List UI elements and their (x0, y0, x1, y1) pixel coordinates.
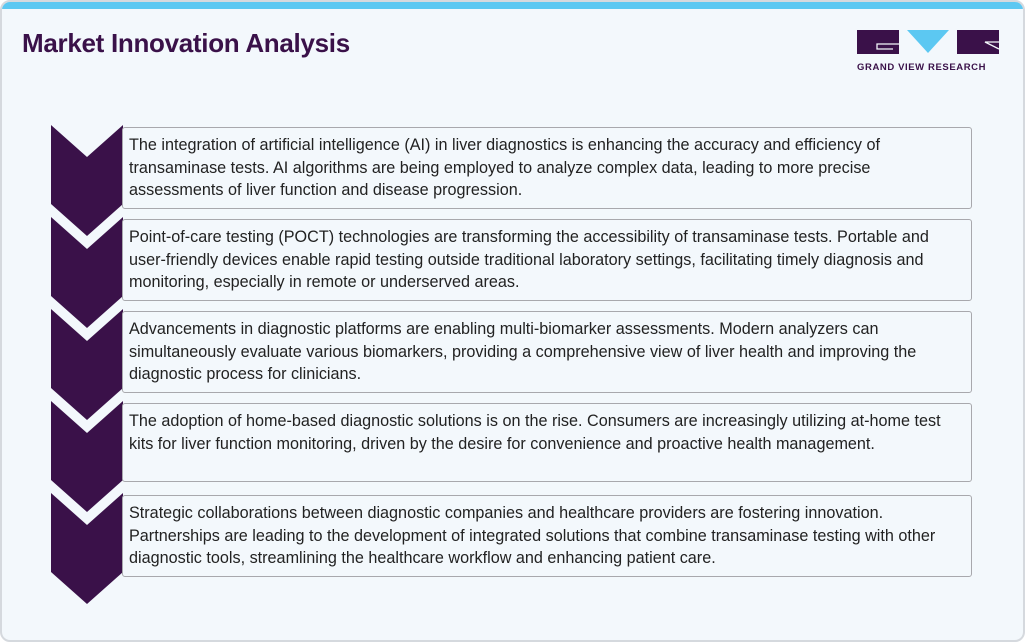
innovation-item: Advancements in diagnostic platforms are enabling multi-biomarker assessments. Modern analyzers can simultaneously evaluate various biomarkers, providing a comprehensive view of liver health and improving the diagnostic process for clinicians. (122, 311, 972, 393)
innovation-item: Point-of-care testing (POCT) technologies are transforming the accessibility of transaminase tests. Portable and user-friendly devices enable rapid testing outside traditional laboratory settings, facilitating timely diagnosis and monitoring, especially in remote or underserved areas. (122, 219, 972, 301)
grand-view-research-logo (857, 30, 999, 73)
innovation-item: The adoption of home-based diagnostic solutions is on the rise. Consumers are increasingly utilizing at-home test kits for liver function monitoring, driven by the desire for convenience and proactive health management. (122, 403, 972, 482)
chevron-arrow-icon (51, 493, 123, 604)
innovation-item: Strategic collaborations between diagnostic companies and healthcare providers are fostering innovation. Partnerships are leading to the development of integrated solutions that combine transaminase testing with other diagnostic tools, streamlining the healthcare workflow and enhancing patient care. (122, 495, 972, 577)
innovation-item: The integration of artificial intelligence (AI) in liver diagnostics is enhancing the accuracy and efficiency of transaminase tests. AI algorithms are being employed to analyze complex data, leading to more precise assessments of liver function and disease progression. (122, 127, 972, 209)
logo-mark-icon (857, 30, 999, 54)
page-title: Market Innovation Analysis (22, 28, 350, 58)
logo-text: GRAND VIEW RESEARCH (857, 62, 987, 73)
top-accent-bar (2, 2, 1023, 9)
